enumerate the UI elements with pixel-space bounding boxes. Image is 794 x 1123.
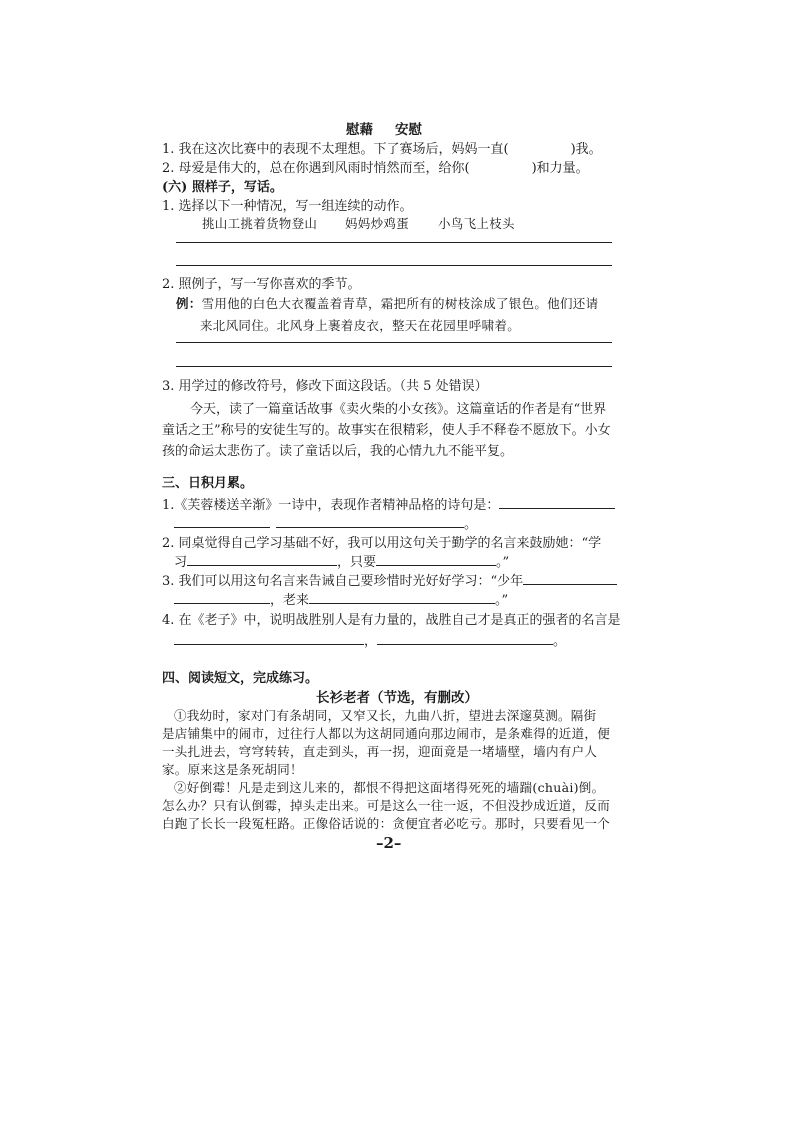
passage-title: 长衫老者（节选，有删改） [316, 690, 478, 706]
answer-blank[interactable] [377, 632, 553, 645]
answer-line[interactable] [176, 242, 612, 243]
sec3-item-2-cont: 习 ，只要 。” [174, 555, 510, 570]
answer-blank[interactable] [309, 591, 495, 604]
example-line-2: 来北风同住。北风身上裹着皮衣，整天在花园里呼啸着。 [200, 318, 521, 333]
answer-line[interactable] [176, 366, 612, 367]
paragraph-line-1: 今天，读了一篇童话故事《卖火柴的小女孩》。这篇童话的作者是有“世界 [190, 402, 607, 417]
answer-blank[interactable] [187, 553, 337, 566]
sec3-item-4: 4. 在《老子》中，说明战胜别人是有力量的，战胜自己才是真正的强者的名言是 [162, 613, 621, 628]
answer-blank[interactable] [499, 496, 615, 509]
sec3-item-2: 2. 同桌觉得自己学习基础不好，我可以用这句关于勤学的名言来鼓励她：“学 [162, 536, 602, 551]
answer-blank[interactable] [376, 553, 496, 566]
answer-blank[interactable] [276, 515, 464, 528]
section-4-heading: 四、阅读短文，完成练习。 [162, 671, 319, 686]
answer-line[interactable] [176, 265, 612, 266]
answer-blank[interactable] [174, 515, 270, 528]
q6-item-2: 2. 照例子，写一写你喜欢的季节。 [162, 277, 361, 292]
word-option-2: 安慰 [395, 122, 422, 138]
passage-p2-line-3: 白跑了长长一段冤枉路。正像俗话说的：贪便宜者必吃亏。那时，只要看见一个 [162, 816, 611, 831]
answer-blank[interactable] [523, 572, 617, 585]
passage-p1-line-2: 是店铺集中的闹市，过往行人都以为这胡同通向那边闹市，是条难得的近道，便 [162, 726, 611, 741]
answer-line[interactable] [176, 342, 612, 343]
section-6-heading: (六) 照样子，写话。 [162, 180, 283, 195]
passage-p1-line-3: 一头扎进去，穹穹转转，直走到头，再一拐，迎面竟是一堵墙壁，墙内有户人 [162, 744, 598, 759]
sec3-item-1: 1.《芙蓉楼送辛渐》一诗中，表现作者精神品格的诗句是： [162, 494, 615, 513]
answer-blank[interactable] [174, 632, 364, 645]
sec3-item-3-cont: ，老来 。” [174, 589, 508, 608]
sec3-item-3: 3. 我们可以用这句名言来告诫自己要珍惜时光好好学习：“少年 [162, 570, 617, 589]
fill-item-1: 1. 我在这次比赛中的表现不太理想。下了赛场后，妈妈一直( )我。 [162, 142, 602, 157]
section-3-heading: 三、日积月累。 [162, 476, 254, 491]
example-line-1: 例：雪用他的白色大衣覆盖着青草，霜把所有的树枝涂成了银色。他们还请 [176, 296, 599, 311]
passage-p1-line-4: 家。原来这是条死胡同！ [162, 762, 303, 777]
page-number: –2– [376, 834, 402, 852]
passage-p2-line-2: 怎么办？只有认倒霉，掉头走出来。可是这么一往一返，不但没抄成近道，反而 [162, 798, 611, 813]
fill-item-2: 2. 母爱是伟大的，总在你遇到风雨时悄然而至，给你( )和力量。 [162, 161, 589, 176]
option-1: 挑山工挑着货物登山 [202, 216, 318, 231]
word-option-1: 慰藉 [346, 122, 373, 138]
paragraph-line-3: 孩的命运太悲伤了。读了童话以后，我的心情九九不能平复。 [162, 444, 514, 459]
passage-p1-line-1: ①我幼时，家对门有条胡同，又窄又长，九曲八折，望进去深邃莫测。隔街 [174, 708, 597, 723]
answer-blank[interactable] [174, 591, 270, 604]
passage-p2-line-1: ②好倒霉！凡是走到这儿来的，都恨不得把这面堵得死死的墙踹(chuài)倒。 [174, 780, 605, 795]
option-2: 妈妈炒鸡蛋 [345, 216, 410, 231]
paragraph-line-2: 童话之王”称号的安徒生写的。故事实在很精彩，使人手不释卷不愿放下。小女 [162, 423, 611, 438]
q6-item-1: 1. 选择以下一种情况，写一组连续的动作。 [162, 199, 413, 214]
sec3-item-4-cont: ， 。 [174, 630, 566, 649]
sec3-item-1-cont: 。 [174, 513, 477, 532]
q6-item-3: 3. 用学过的修改符号，修改下面这段话。（共 5 处错误） [162, 379, 488, 394]
option-3: 小鸟飞上枝头 [438, 216, 515, 231]
